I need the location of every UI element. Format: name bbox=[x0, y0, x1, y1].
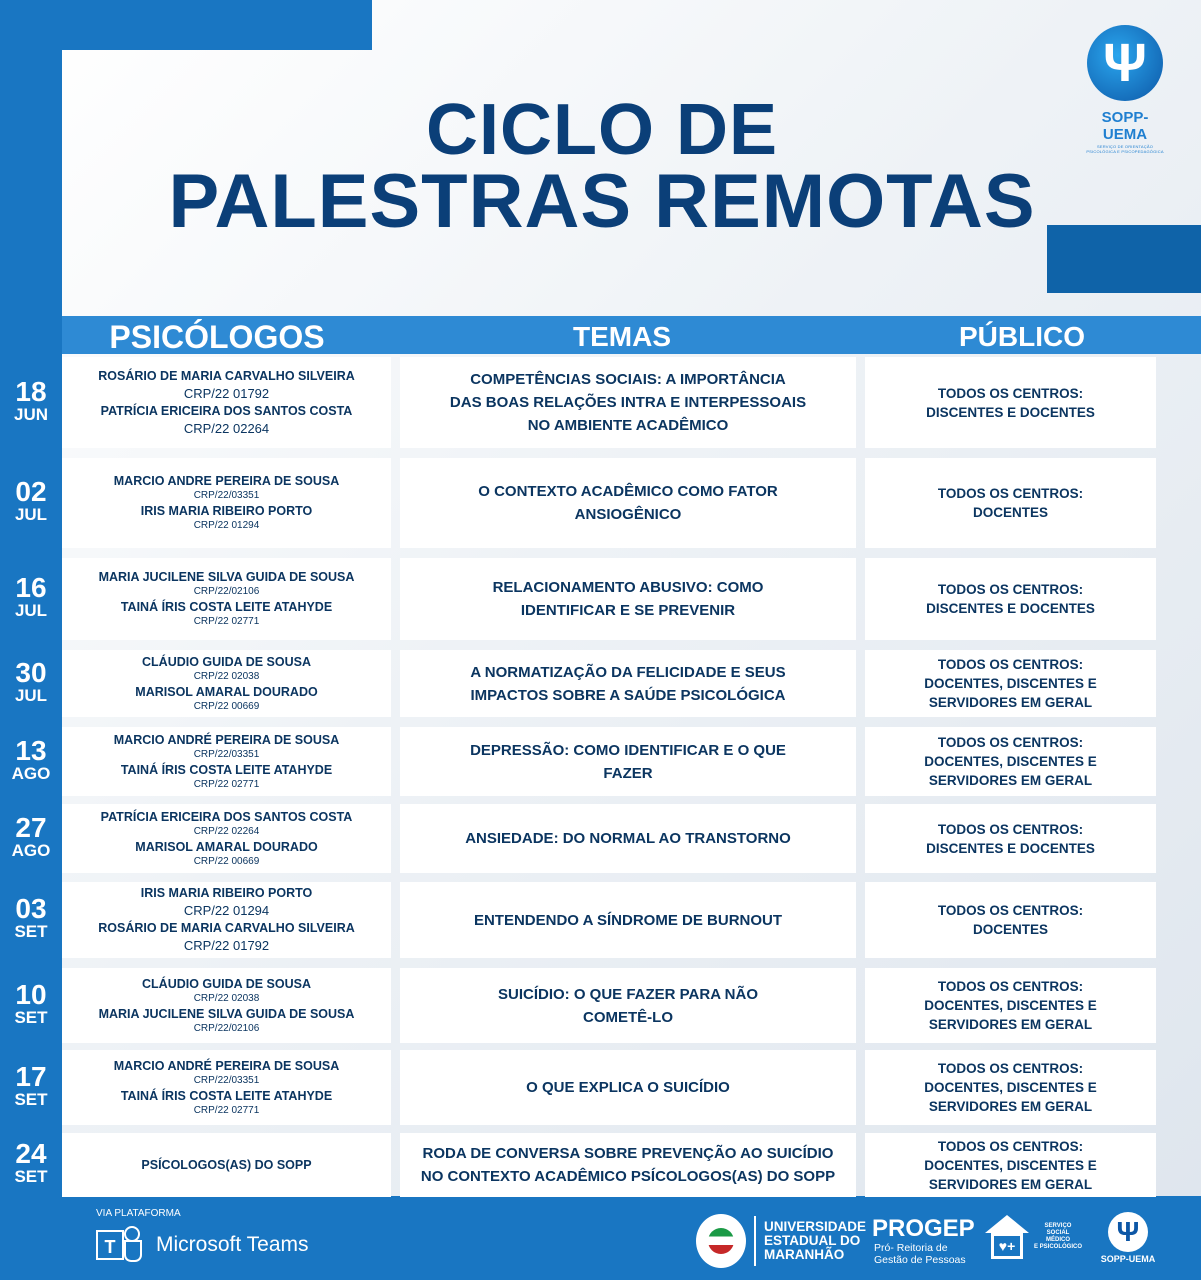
psychologists-cell bbox=[62, 882, 391, 958]
topic-cell bbox=[400, 804, 856, 873]
psychologists-cell bbox=[62, 650, 391, 717]
crp-number: CRP/22 02038 bbox=[193, 992, 260, 1004]
audience-line: SERVIDORES EM GERAL bbox=[928, 695, 1093, 710]
servico-social-logo bbox=[985, 1215, 1083, 1259]
crp-number: CRP/22 01294 bbox=[193, 520, 260, 531]
topic-line: COMPETÊNCIAS SOCIAIS: A IMPORTÂNCIA bbox=[470, 371, 786, 388]
date-month: JUL bbox=[14, 601, 48, 620]
date-label bbox=[0, 811, 62, 860]
psychologists-cell bbox=[62, 357, 391, 448]
date-month: JUL bbox=[14, 505, 48, 524]
psychologist-name: PSÍCOLOGOS(AS) DO SOPP bbox=[141, 1158, 312, 1172]
crp-number: CRP/22/03351 bbox=[193, 748, 260, 760]
header-publico: PÚBLICO bbox=[959, 321, 1085, 352]
crp-number: CRP/22 02038 bbox=[193, 670, 260, 682]
audience-line: DISCENTES E DOCENTES bbox=[926, 601, 1095, 616]
audience-cell bbox=[865, 968, 1156, 1043]
psychologist-name: MARISOL AMARAL DOURADO bbox=[135, 684, 318, 699]
psychologist-name: ROSÁRIO DE MARIA CARVALHO SILVEIRA bbox=[98, 921, 355, 935]
audience-cell bbox=[865, 882, 1156, 958]
date-month: SET bbox=[14, 922, 48, 941]
via-plataforma-label: VIA PLATAFORMA bbox=[96, 1208, 181, 1219]
progep-title: PROGEP bbox=[872, 1215, 975, 1242]
topic-cell bbox=[400, 1133, 856, 1197]
date-label bbox=[0, 1140, 62, 1186]
audience-line: TODOS OS CENTROS: bbox=[937, 735, 1084, 750]
sopp-uema-logo-footer bbox=[1098, 1212, 1158, 1264]
topic-cell bbox=[400, 968, 856, 1043]
psychologists-cell bbox=[62, 804, 391, 873]
divider bbox=[754, 1216, 756, 1266]
psychologist-name: CLÁUDIO GUIDA DE SOUSA bbox=[142, 654, 311, 669]
topic-line: ENTENDENDO A SÍNDROME DE BURNOUT bbox=[473, 911, 783, 929]
audience-line: TODOS OS CENTROS: bbox=[937, 582, 1084, 597]
date-month: AGO bbox=[11, 763, 51, 783]
house-heart-icon: ♥+ bbox=[985, 1215, 1029, 1259]
psychologist-name: IRIS MARIA RIBEIRO PORTO bbox=[140, 886, 313, 900]
audience-line: SERVIDORES EM GERAL bbox=[928, 1017, 1093, 1032]
psychologist-name: MARIA JUCILENE SILVA GUIDA DE SOUSA bbox=[98, 1006, 355, 1021]
crp-number: CRP/22 02771 bbox=[193, 778, 260, 790]
crp-number: CRP/22/02106 bbox=[193, 586, 260, 597]
audience-cell bbox=[865, 650, 1156, 717]
date-label bbox=[0, 895, 62, 941]
psychologist-name: PATRÍCIA ERICEIRA DOS SANTOS COSTA bbox=[100, 403, 353, 418]
uema-name: UNIVERSIDADE ESTADUAL DO MARANHÃO bbox=[764, 1219, 867, 1262]
psi-icon: Ψ bbox=[1108, 1212, 1148, 1252]
psychologist-name: MARCIO ANDRE PEREIRA DE SOUSA bbox=[113, 474, 340, 488]
audience-line: SERVIDORES EM GERAL bbox=[928, 1099, 1093, 1114]
date-day: 17 bbox=[15, 1060, 47, 1092]
title-line-2: PALESTRAS REMOTAS bbox=[168, 159, 1036, 244]
progep-subtitle: Pró- Reitoria de Gestão de Pessoas bbox=[874, 1242, 966, 1266]
date-month: JUL bbox=[14, 685, 48, 705]
date-month: SET bbox=[14, 1089, 48, 1109]
audience-line: TODOS OS CENTROS: bbox=[937, 903, 1084, 918]
header-temas: TEMAS bbox=[573, 321, 671, 352]
topic-line: DAS BOAS RELAÇÕES INTRA E INTERPESSOAIS bbox=[449, 394, 807, 411]
psychologist-name: ROSÁRIO DE MARIA CARVALHO SILVEIRA bbox=[98, 368, 355, 383]
psychologist-name: MARIA JUCILENE SILVA GUIDA DE SOUSA bbox=[98, 570, 355, 584]
topic-line: DEPRESSÃO: COMO IDENTIFICAR E O QUE bbox=[470, 741, 786, 759]
date-label bbox=[0, 1060, 62, 1109]
audience-line: DOCENTES bbox=[972, 922, 1048, 937]
progep-logo bbox=[872, 1216, 975, 1266]
audience-cell bbox=[865, 1050, 1156, 1125]
topic-line: RODA DE CONVERSA SOBRE PREVENÇÃO AO SUICÍDIO bbox=[422, 1145, 834, 1162]
title-line-1: CICLO DE bbox=[425, 90, 778, 170]
psychologists-cell bbox=[62, 558, 391, 640]
topic-line: O CONTEXTO ACADÊMICO COMO FATOR bbox=[478, 483, 778, 500]
topic-cell bbox=[400, 357, 856, 448]
topic-line: NO AMBIENTE ACADÊMICO bbox=[527, 417, 729, 434]
psychologist-name: TAINÁ ÍRIS COSTA LEITE ATAHYDE bbox=[120, 762, 333, 777]
topic-line: O QUE EXPLICA O SUICÍDIO bbox=[526, 1079, 730, 1096]
audience-line: TODOS OS CENTROS: bbox=[937, 1138, 1084, 1154]
crp-number: CRP/22 01294 bbox=[183, 903, 270, 918]
topic-line: RELACIONAMENTO ABUSIVO: COMO bbox=[492, 579, 764, 596]
audience-line: TODOS OS CENTROS: bbox=[937, 486, 1084, 501]
crp-number: CRP/22 02771 bbox=[193, 616, 260, 627]
date-day: 16 bbox=[15, 572, 47, 603]
date-label bbox=[0, 656, 62, 705]
audience-line: DOCENTES, DISCENTES E bbox=[924, 676, 1097, 691]
audience-line: DOCENTES bbox=[972, 505, 1048, 520]
audience-line: DOCENTES, DISCENTES E bbox=[924, 754, 1097, 769]
date-label bbox=[0, 478, 62, 524]
date-day: 18 bbox=[15, 375, 47, 407]
psi-icon: Ψ bbox=[1087, 25, 1163, 101]
psychologist-name: MARISOL AMARAL DOURADO bbox=[135, 839, 318, 854]
psychologists-cell bbox=[62, 458, 391, 548]
header-psicologos: PSICÓLOGOS bbox=[109, 319, 325, 355]
date-day: 02 bbox=[15, 476, 47, 507]
audience-cell bbox=[865, 558, 1156, 640]
date-day: 24 bbox=[15, 1138, 47, 1169]
topic-cell bbox=[400, 882, 856, 958]
teams-icon: T bbox=[96, 1222, 142, 1268]
audience-line: TODOS OS CENTROS: bbox=[937, 657, 1084, 672]
psychologist-name: CLÁUDIO GUIDA DE SOUSA bbox=[142, 976, 311, 991]
audience-line: TODOS OS CENTROS: bbox=[937, 821, 1084, 837]
crp-number: CRP/22/03351 bbox=[193, 1074, 260, 1086]
date-day: 27 bbox=[15, 811, 47, 843]
date-day: 03 bbox=[15, 893, 47, 924]
microsoft-teams-badge bbox=[96, 1222, 309, 1268]
audience-line: SERVIDORES EM GERAL bbox=[928, 1176, 1093, 1192]
servico-social-text: SERVIÇO SOCIAL MÉDICO E PSICOLÓGICO bbox=[1033, 1223, 1082, 1250]
decorative-bar-top bbox=[62, 0, 372, 50]
table-header bbox=[62, 316, 1201, 354]
crp-number: CRP/22 02771 bbox=[193, 1104, 260, 1116]
date-day: 10 bbox=[15, 978, 47, 1010]
audience-line: DOCENTES, DISCENTES E bbox=[924, 1080, 1097, 1095]
audience-line: TODOS OS CENTROS: bbox=[937, 1061, 1084, 1076]
audience-line: DISCENTES E DOCENTES bbox=[926, 840, 1095, 856]
psychologist-name: TAINÁ ÍRIS COSTA LEITE ATAHYDE bbox=[120, 1088, 333, 1103]
sopp-uema-logo bbox=[1083, 25, 1167, 154]
date-day: 30 bbox=[15, 656, 47, 688]
topic-cell bbox=[400, 458, 856, 548]
psychologists-cell bbox=[62, 1050, 391, 1125]
date-month: SET bbox=[14, 1007, 48, 1027]
audience-line: DISCENTES E DOCENTES bbox=[926, 404, 1095, 420]
topic-line: FAZER bbox=[603, 764, 653, 782]
crp-number: CRP/22 02264 bbox=[193, 825, 260, 837]
logo-name: SOPP-UEMA bbox=[1101, 109, 1149, 143]
audience-cell bbox=[865, 458, 1156, 548]
logo-subtitle: SERVIÇO DE ORIENTAÇÃO PSICOLÓGICA E PSICOPEDAGÓGICA bbox=[1086, 144, 1164, 154]
topic-line: A NORMATIZAÇÃO DA FELICIDADE E SEUS bbox=[470, 663, 786, 681]
date-day: 13 bbox=[15, 734, 47, 766]
audience-cell bbox=[865, 357, 1156, 448]
topic-line: ANSIEDADE: DO NORMAL AO TRANSTORNO bbox=[465, 830, 791, 847]
crp-number: CRP/22 01792 bbox=[183, 385, 270, 401]
audience-line: DOCENTES, DISCENTES E bbox=[924, 998, 1097, 1013]
topic-line: IDENTIFICAR E SE PREVENIR bbox=[520, 602, 736, 619]
psychologist-name: PATRÍCIA ERICEIRA DOS SANTOS COSTA bbox=[100, 809, 353, 824]
crp-number: CRP/22 00669 bbox=[193, 855, 260, 867]
topic-line: NO CONTEXTO ACADÊMICO PSÍCOLOGOS(AS) DO SOPP bbox=[420, 1168, 836, 1185]
date-label bbox=[0, 375, 62, 424]
psychologist-name: TAINÁ ÍRIS COSTA LEITE ATAHYDE bbox=[120, 600, 333, 614]
psychologists-cell bbox=[62, 727, 391, 796]
audience-cell bbox=[865, 1133, 1156, 1197]
crp-number: CRP/22 00669 bbox=[193, 700, 260, 712]
topic-cell bbox=[400, 1050, 856, 1125]
audience-cell bbox=[865, 727, 1156, 796]
psychologists-cell bbox=[62, 1133, 391, 1197]
date-month: SET bbox=[14, 1167, 48, 1186]
date-label bbox=[0, 734, 62, 783]
audience-line: SERVIDORES EM GERAL bbox=[928, 773, 1093, 788]
date-month: JUN bbox=[13, 404, 48, 424]
crp-number: CRP/22/02106 bbox=[193, 1022, 260, 1034]
footer-logo-name: SOPP-UEMA bbox=[1100, 1254, 1156, 1264]
psychologist-name: MARCIO ANDRÉ PEREIRA DE SOUSA bbox=[113, 1058, 340, 1073]
audience-line: TODOS OS CENTROS: bbox=[937, 979, 1084, 994]
psychologist-name: IRIS MARIA RIBEIRO PORTO bbox=[140, 504, 313, 518]
topic-line: ANSIOGÊNICO bbox=[574, 506, 682, 523]
crp-number: CRP/22 01792 bbox=[183, 938, 270, 953]
audience-line: TODOS OS CENTROS: bbox=[937, 385, 1084, 401]
topic-cell bbox=[400, 558, 856, 640]
date-label bbox=[0, 978, 62, 1027]
crp-number: CRP/22 02264 bbox=[183, 420, 270, 436]
topic-line: COMETÊ-LO bbox=[583, 1008, 673, 1026]
topic-cell bbox=[400, 650, 856, 717]
topic-cell bbox=[400, 727, 856, 796]
crp-number: CRP/22/03351 bbox=[193, 490, 260, 501]
psychologists-cell bbox=[62, 968, 391, 1043]
psychologist-name: MARCIO ANDRÉ PEREIRA DE SOUSA bbox=[113, 732, 340, 747]
date-month: AGO bbox=[11, 840, 51, 860]
uema-seal-icon bbox=[696, 1214, 746, 1268]
audience-cell bbox=[865, 804, 1156, 873]
audience-line: DOCENTES, DISCENTES E bbox=[924, 1157, 1097, 1173]
topic-line: IMPACTOS SOBRE A SAÚDE PSICOLÓGICA bbox=[470, 686, 786, 704]
date-label bbox=[0, 574, 62, 620]
uema-logo bbox=[696, 1214, 866, 1268]
platform-name: Microsoft Teams bbox=[156, 1233, 309, 1256]
topic-line: SUICÍDIO: O QUE FAZER PARA NÃO bbox=[497, 985, 758, 1003]
